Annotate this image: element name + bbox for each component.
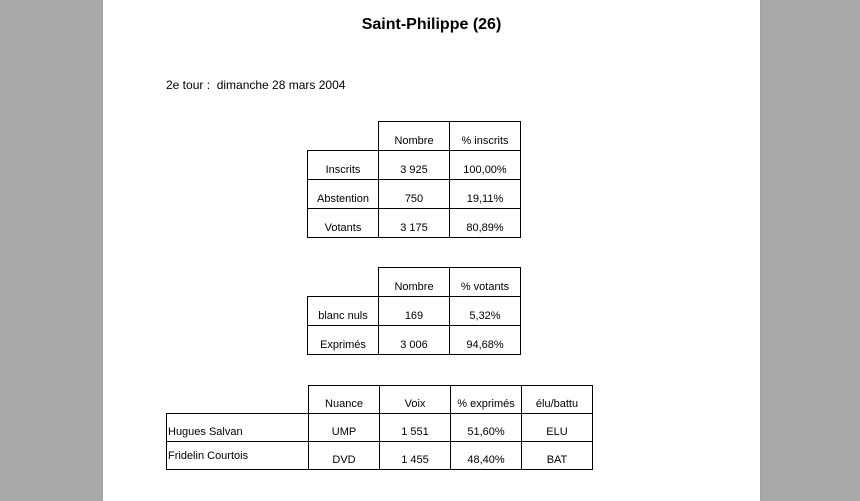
candidate-name: Hugues Salvan [167,414,309,442]
row-label: Abstention [308,180,379,209]
row-nombre: 750 [379,180,450,209]
header-nombre: Nombre [379,268,450,297]
row-label: Exprimés [308,326,379,355]
table-row [308,180,521,209]
table-row [308,297,521,326]
row-label: Inscrits [308,151,379,180]
table-row [167,442,593,470]
candidate-nuance: UMP [309,414,380,442]
row-label: blanc nuls [308,297,379,326]
header-nombre: Nombre [379,122,450,151]
table-row [308,326,521,355]
row-pct: 94,68% [450,326,521,355]
empty-cell [308,122,379,151]
table-row [167,414,593,442]
row-nombre: 169 [379,297,450,326]
row-nombre: 3 175 [379,209,450,238]
candidate-result: BAT [522,442,593,470]
empty-cell [167,386,309,414]
row-nombre: 3 925 [379,151,450,180]
table-row [308,151,521,180]
candidate-voix: 1 551 [380,414,451,442]
header-pct-exprimes: % exprimés [451,386,522,414]
header-nuance: Nuance [309,386,380,414]
document-page [103,0,760,501]
table-row [308,209,521,238]
candidate-pct: 51,60% [451,414,522,442]
row-pct: 100,00% [450,151,521,180]
votes-cast-table [307,267,521,355]
candidates-table [166,385,593,470]
page-title: Saint-Philippe (26) [361,16,502,33]
table-header-row [308,268,521,297]
candidate-nuance: DVD [309,442,380,470]
row-nombre: 3 006 [379,326,450,355]
header-elu-battu: élu/battu [522,386,593,414]
header-voix: Voix [380,386,451,414]
header-pct-inscrits: % inscrits [450,122,521,151]
header-pct-votants: % votants [450,268,521,297]
row-label: Votants [308,209,379,238]
registration-table [307,121,521,238]
row-pct: 5,32% [450,297,521,326]
candidate-result: ELU [522,414,593,442]
candidate-voix: 1 455 [380,442,451,470]
table-header-row [167,386,593,414]
row-pct: 19,11% [450,180,521,209]
round-date: 2e tour : dimanche 28 mars 2004 [166,78,346,92]
empty-cell [308,268,379,297]
row-pct: 80,89% [450,209,521,238]
candidate-pct: 48,40% [451,442,522,470]
table-header-row [308,122,521,151]
candidate-name: Fridelin Courtois [167,442,309,470]
